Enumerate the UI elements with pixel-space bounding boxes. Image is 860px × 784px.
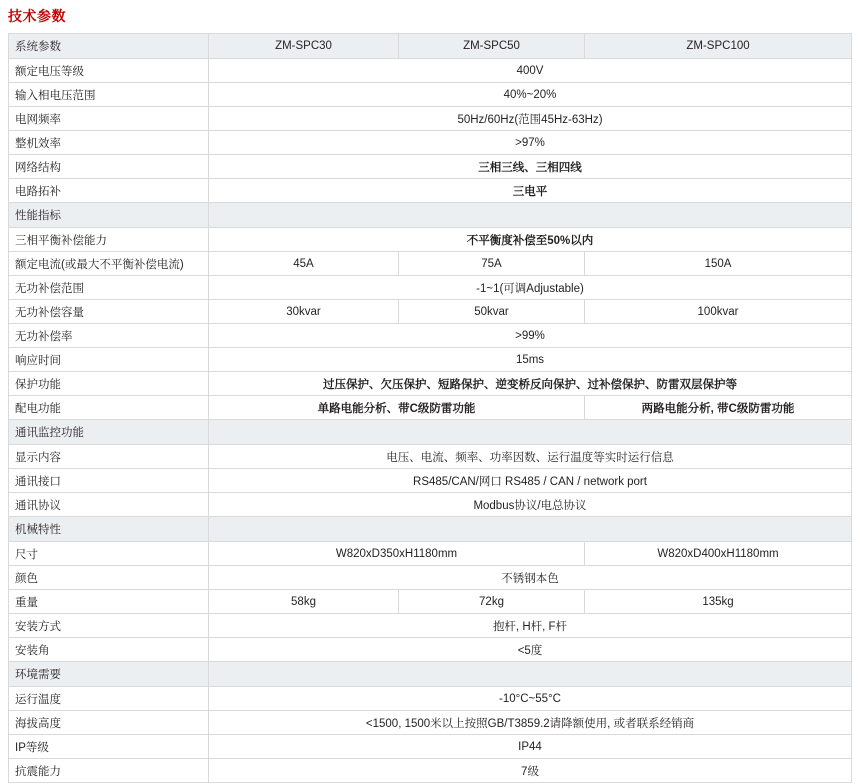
row-value-all: 400V — [209, 59, 852, 83]
row-value-all: Modbus协议/电总协议 — [209, 493, 852, 517]
row-label: 额定电压等级 — [9, 59, 209, 83]
row-value-1: 58kg — [209, 590, 399, 614]
row-label: 重量 — [9, 590, 209, 614]
row-label: 响应时间 — [9, 348, 209, 372]
table-row — [9, 566, 852, 590]
row-value-all: -1~1(可调Adjustable) — [209, 276, 852, 300]
specifications-table — [8, 33, 852, 783]
row-value-1: 30kvar — [209, 300, 399, 324]
row-value-all: 7级 — [209, 759, 852, 783]
table-row — [9, 324, 852, 348]
section-header-row — [9, 203, 852, 228]
row-label: 保护功能 — [9, 372, 209, 396]
row-value-all: 不平衡度补偿至50%以内 — [209, 228, 852, 252]
row-label: 安装角 — [9, 638, 209, 662]
section-header-row — [9, 420, 852, 445]
row-label: 网络结构 — [9, 155, 209, 179]
row-value-all: 三电平 — [209, 179, 852, 203]
column-header-model-1: ZM-SPC30 — [209, 34, 399, 59]
section-header-row — [9, 517, 852, 542]
row-value-all: 50Hz/60Hz(范围45Hz-63Hz) — [209, 107, 852, 131]
row-value-all: 15ms — [209, 348, 852, 372]
section-header-filler — [209, 517, 852, 542]
section-title: 通讯监控功能 — [9, 420, 209, 445]
row-value-all: IP44 — [209, 735, 852, 759]
section-header-row — [9, 662, 852, 687]
row-label: 无功补偿范围 — [9, 276, 209, 300]
table-row — [9, 759, 852, 783]
section-header-filler — [209, 662, 852, 687]
table-row — [9, 396, 852, 420]
table-body — [9, 34, 852, 783]
row-label: 运行温度 — [9, 687, 209, 711]
row-value-all: 过压保护、欠压保护、短路保护、逆变桥反向保护、过补偿保护、防雷双层保护等 — [209, 372, 852, 396]
row-value-all: 抱杆, H杆, F杆 — [209, 614, 852, 638]
row-value-all: <5度 — [209, 638, 852, 662]
table-row — [9, 348, 852, 372]
row-value-3: 150A — [585, 252, 852, 276]
row-label: 通讯协议 — [9, 493, 209, 517]
table-row — [9, 83, 852, 107]
row-label: 整机效率 — [9, 131, 209, 155]
row-label: 无功补偿容量 — [9, 300, 209, 324]
table-row — [9, 300, 852, 324]
table-row — [9, 372, 852, 396]
row-label: 安装方式 — [9, 614, 209, 638]
row-value-all: 三相三线、三相四线 — [209, 155, 852, 179]
row-value-2: 两路电能分析, 带C级防雷功能 — [585, 396, 852, 420]
column-header-model-2: ZM-SPC50 — [399, 34, 585, 59]
row-label: 显示内容 — [9, 445, 209, 469]
row-value-all: 40%~20% — [209, 83, 852, 107]
section-header-filler — [209, 203, 852, 228]
table-row — [9, 687, 852, 711]
row-label: 海拔高度 — [9, 711, 209, 735]
row-label: 通讯接口 — [9, 469, 209, 493]
row-value-all: 电压、电流、频率、功率因数、运行温度等实时运行信息 — [209, 445, 852, 469]
row-value-3: 135kg — [585, 590, 852, 614]
table-row — [9, 228, 852, 252]
row-label: 输入相电压范围 — [9, 83, 209, 107]
table-row — [9, 107, 852, 131]
section-title: 性能指标 — [9, 203, 209, 228]
column-header-category: 系统参数 — [9, 34, 209, 59]
row-value-1: W820xD350xH1180mm — [209, 542, 585, 566]
row-value-all: >97% — [209, 131, 852, 155]
section-header-filler — [209, 420, 852, 445]
row-value-2: 75A — [399, 252, 585, 276]
row-label: 配电功能 — [9, 396, 209, 420]
row-label: 抗震能力 — [9, 759, 209, 783]
row-value-all: <1500, 1500米以上按照GB/T3859.2请降额使用, 或者联系经销商 — [209, 711, 852, 735]
column-header-model-3: ZM-SPC100 — [585, 34, 852, 59]
row-value-all: 不锈钢本色 — [209, 566, 852, 590]
row-label: 尺寸 — [9, 542, 209, 566]
row-label: 电网频率 — [9, 107, 209, 131]
row-label: 电路拓补 — [9, 179, 209, 203]
table-row — [9, 155, 852, 179]
row-label: 三相平衡补偿能力 — [9, 228, 209, 252]
row-value-2: W820xD400xH1180mm — [585, 542, 852, 566]
section-title: 环境需要 — [9, 662, 209, 687]
row-value-1: 单路电能分析、带C级防雷功能 — [209, 396, 585, 420]
table-row — [9, 711, 852, 735]
row-value-all: RS485/CAN/网口 RS485 / CAN / network port — [209, 469, 852, 493]
row-value-3: 100kvar — [585, 300, 852, 324]
row-value-2: 72kg — [399, 590, 585, 614]
table-row — [9, 179, 852, 203]
table-row — [9, 59, 852, 83]
row-value-all: >99% — [209, 324, 852, 348]
row-value-all: -10°C~55°C — [209, 687, 852, 711]
table-row — [9, 614, 852, 638]
table-row — [9, 252, 852, 276]
table-row — [9, 735, 852, 759]
table-row — [9, 542, 852, 566]
row-value-1: 45A — [209, 252, 399, 276]
table-row — [9, 445, 852, 469]
table-row — [9, 276, 852, 300]
row-label: 额定电流(或最大不平衡补偿电流) — [9, 252, 209, 276]
row-label: 颜色 — [9, 566, 209, 590]
table-header-row — [9, 34, 852, 59]
table-row — [9, 493, 852, 517]
table-row — [9, 638, 852, 662]
table-row — [9, 131, 852, 155]
page-title: 技术参数 — [8, 8, 66, 24]
row-label: IP等级 — [9, 735, 209, 759]
table-row — [9, 590, 852, 614]
section-title: 机械特性 — [9, 517, 209, 542]
table-row — [9, 469, 852, 493]
row-value-2: 50kvar — [399, 300, 585, 324]
row-label: 无功补偿率 — [9, 324, 209, 348]
